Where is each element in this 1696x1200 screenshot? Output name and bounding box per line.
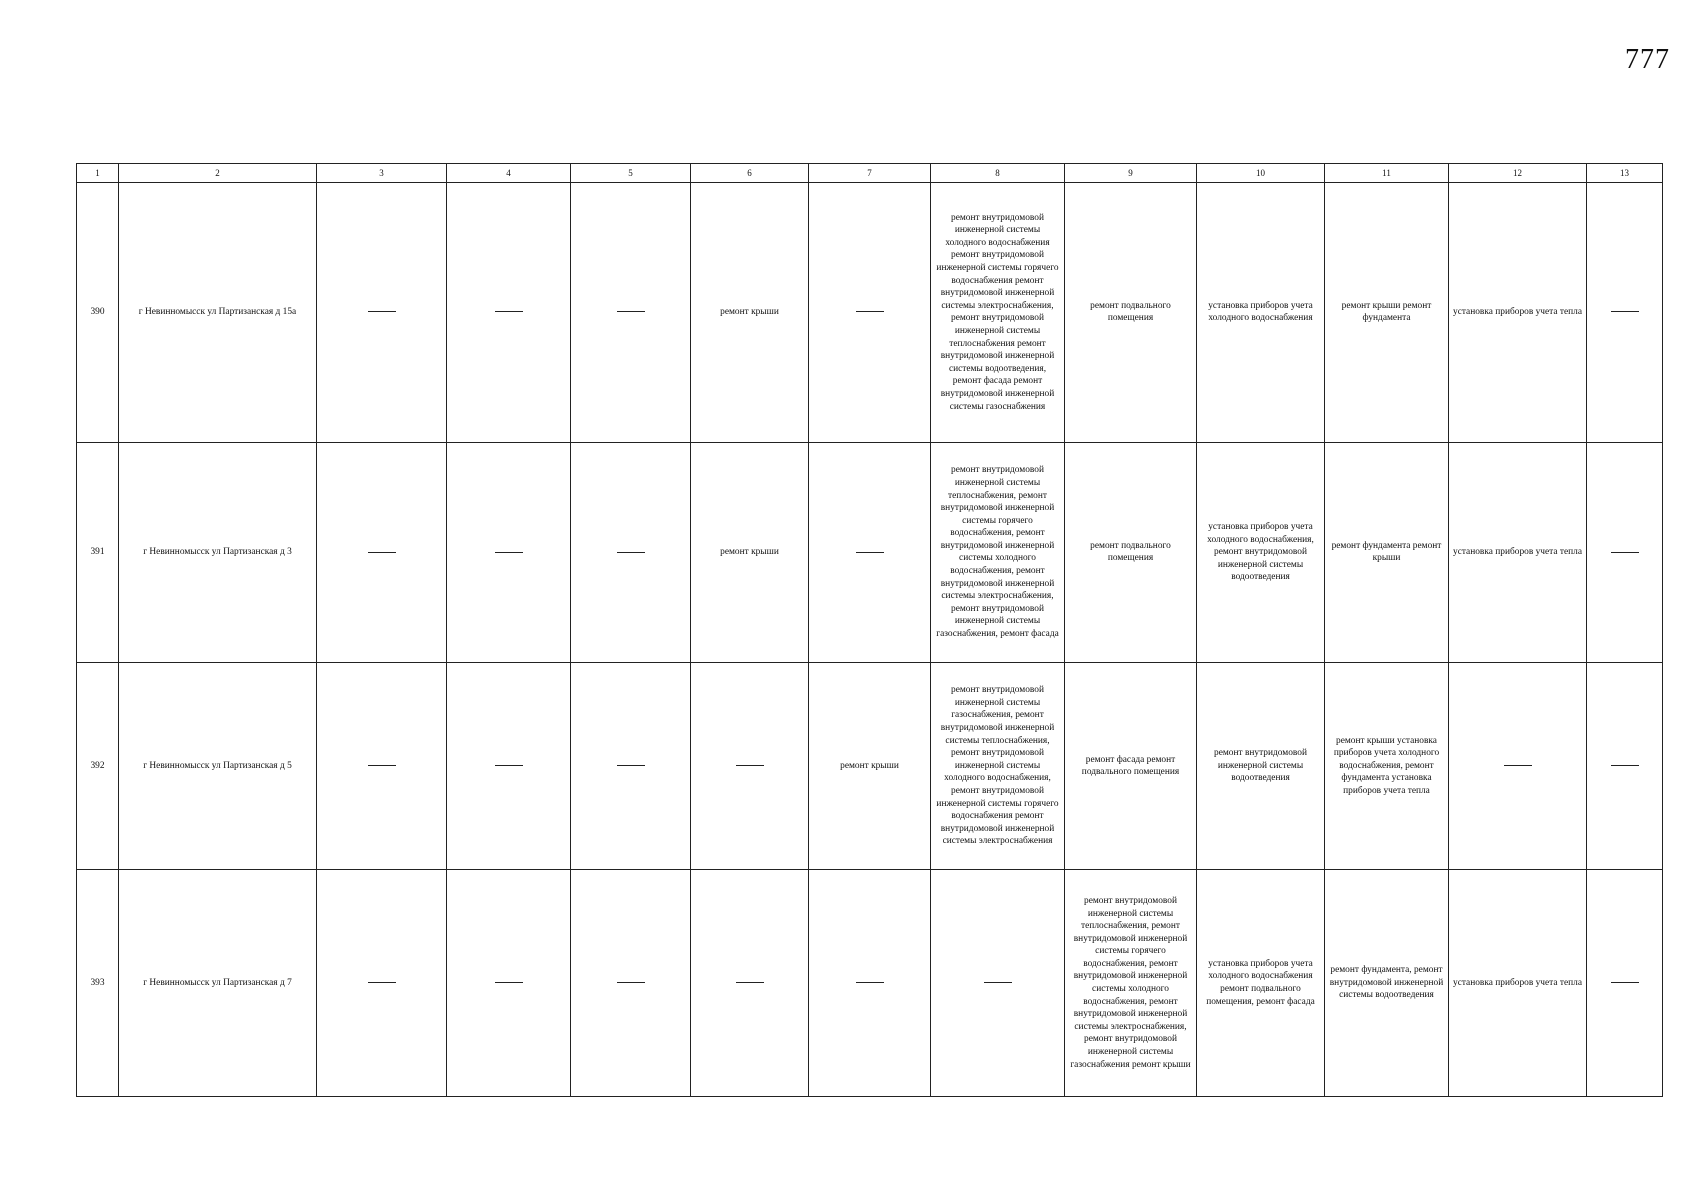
- dash-mark: [617, 552, 645, 553]
- page-number: 777: [1625, 44, 1670, 75]
- dash-mark: [1504, 765, 1532, 766]
- empty-cell: [931, 870, 1065, 1097]
- empty-cell: [571, 870, 691, 1097]
- dash-mark: [495, 765, 523, 766]
- table-row: [77, 870, 1663, 1097]
- work-cell: ремонт подвального помещения: [1065, 183, 1197, 443]
- dash-mark: [1611, 552, 1639, 553]
- table-row: [77, 663, 1663, 870]
- dash-mark: [984, 982, 1012, 983]
- work-cell: ремонт внутридомовой инженерной системы водоотведения: [1197, 663, 1325, 870]
- column-header: 9: [1065, 164, 1197, 183]
- address-cell: г Невинномысск ул Партизанская д 3: [119, 442, 317, 662]
- dash-mark: [1611, 311, 1639, 312]
- row-number: 393: [77, 870, 119, 1097]
- empty-cell: [691, 663, 809, 870]
- column-number-header: [77, 164, 1663, 183]
- row-number: 392: [77, 663, 119, 870]
- empty-cell: [317, 870, 447, 1097]
- empty-cell: [317, 442, 447, 662]
- work-cell: ремонт фундамента ремонт крыши: [1325, 442, 1449, 662]
- column-header: 8: [931, 164, 1065, 183]
- empty-cell: [571, 442, 691, 662]
- dash-mark: [856, 982, 884, 983]
- column-header: 12: [1449, 164, 1587, 183]
- dash-mark: [368, 982, 396, 983]
- work-cell: установка приборов учета холодного водоснабжения: [1197, 183, 1325, 443]
- dash-mark: [856, 311, 884, 312]
- work-cell: ремонт подвального помещения: [1065, 442, 1197, 662]
- address-cell: г Невинномысск ул Партизанская д 15а: [119, 183, 317, 443]
- empty-cell: [1587, 442, 1663, 662]
- dash-mark: [495, 552, 523, 553]
- work-cell: ремонт фундамента, ремонт внутридомовой инженерной системы водоотведения: [1325, 870, 1449, 1097]
- column-header: 5: [571, 164, 691, 183]
- address-cell: г Невинномысск ул Партизанская д 5: [119, 663, 317, 870]
- empty-cell: [447, 183, 571, 443]
- work-cell: установка приборов учета холодного водоснабжения ремонт подвального помещения, ремонт фасада: [1197, 870, 1325, 1097]
- dash-mark: [736, 765, 764, 766]
- work-cell: ремонт крыши: [691, 183, 809, 443]
- table-row: [77, 183, 1663, 443]
- dash-mark: [368, 765, 396, 766]
- dash-mark: [495, 982, 523, 983]
- dash-mark: [1611, 765, 1639, 766]
- dash-mark: [617, 982, 645, 983]
- work-cell: ремонт внутридомовой инженерной системы теплоснабжения, ремонт внутридомовой инженерной системы горячего водоснабжения, ремонт внутридомовой инженерной системы холодного водоснабжения, ремонт внутридомовой инженерной системы электроснабжения, ремонт внутридомовой инженерной системы газоснабжения ремонт крыши: [1065, 870, 1197, 1097]
- column-header: 13: [1587, 164, 1663, 183]
- work-cell: ремонт внутридомовой инженерной системы газоснабжения, ремонт внутридомовой инженерной системы теплоснабжения, ремонт внутридомовой инженерной системы холодного водоснабжения, ремонт внутридомовой инженерной системы горячего водоснабжения ремонт внутридомовой инженерной системы электроснабжения: [931, 663, 1065, 870]
- column-header: 6: [691, 164, 809, 183]
- column-header: 1: [77, 164, 119, 183]
- empty-cell: [691, 870, 809, 1097]
- empty-cell: [1449, 663, 1587, 870]
- table-row: [77, 442, 1663, 662]
- work-cell: ремонт внутридомовой инженерной системы холодного водоснабжения ремонт внутридомовой инженерной системы горячего водоснабжения ремонт внутридомовой инженерной системы электроснабжения, ремонт внутридомовой инженерной системы теплоснабжения ремонт внутридомовой инженерной системы водоотведения, ремонт фасада ремонт внутридомовой инженерной системы газоснабжения: [931, 183, 1065, 443]
- column-header: 3: [317, 164, 447, 183]
- empty-cell: [317, 663, 447, 870]
- empty-cell: [317, 183, 447, 443]
- empty-cell: [809, 442, 931, 662]
- empty-cell: [809, 183, 931, 443]
- work-cell: ремонт крыши установка приборов учета холодного водоснабжения, ремонт фундамента установка приборов учета тепла: [1325, 663, 1449, 870]
- table-body: [77, 183, 1663, 1097]
- work-cell: ремонт внутридомовой инженерной системы теплоснабжения, ремонт внутридомовой инженерной системы горячего водоснабжения, ремонт внутридомовой инженерной системы холодного водоснабжения, ремонт внутридомовой инженерной системы электроснабжения, ремонт внутридомовой инженерной системы газоснабжения, ремонт фасада: [931, 442, 1065, 662]
- column-header: 10: [1197, 164, 1325, 183]
- empty-cell: [1587, 183, 1663, 443]
- dash-mark: [856, 552, 884, 553]
- empty-cell: [1587, 870, 1663, 1097]
- column-header: 7: [809, 164, 931, 183]
- empty-cell: [1587, 663, 1663, 870]
- column-header: 2: [119, 164, 317, 183]
- dash-mark: [495, 311, 523, 312]
- empty-cell: [447, 663, 571, 870]
- dash-mark: [736, 982, 764, 983]
- work-cell: ремонт крыши: [691, 442, 809, 662]
- column-header: 11: [1325, 164, 1449, 183]
- empty-cell: [571, 183, 691, 443]
- work-cell: установка приборов учета тепла: [1449, 183, 1587, 443]
- work-cell: установка приборов учета холодного водоснабжения, ремонт внутридомовой инженерной системы водоотведения: [1197, 442, 1325, 662]
- column-header: 4: [447, 164, 571, 183]
- work-cell: установка приборов учета тепла: [1449, 870, 1587, 1097]
- dash-mark: [617, 311, 645, 312]
- empty-cell: [809, 870, 931, 1097]
- empty-cell: [447, 442, 571, 662]
- work-cell: ремонт фасада ремонт подвального помещения: [1065, 663, 1197, 870]
- dash-mark: [1611, 982, 1639, 983]
- address-cell: г Невинномысск ул Партизанская д 7: [119, 870, 317, 1097]
- row-number: 391: [77, 442, 119, 662]
- dash-mark: [617, 765, 645, 766]
- empty-cell: [571, 663, 691, 870]
- work-cell: ремонт крыши ремонт фундамента: [1325, 183, 1449, 443]
- empty-cell: [447, 870, 571, 1097]
- work-cell: установка приборов учета тепла: [1449, 442, 1587, 662]
- row-number: 390: [77, 183, 119, 443]
- dash-mark: [368, 311, 396, 312]
- repair-program-table: [76, 163, 1663, 1097]
- dash-mark: [368, 552, 396, 553]
- work-cell: ремонт крыши: [809, 663, 931, 870]
